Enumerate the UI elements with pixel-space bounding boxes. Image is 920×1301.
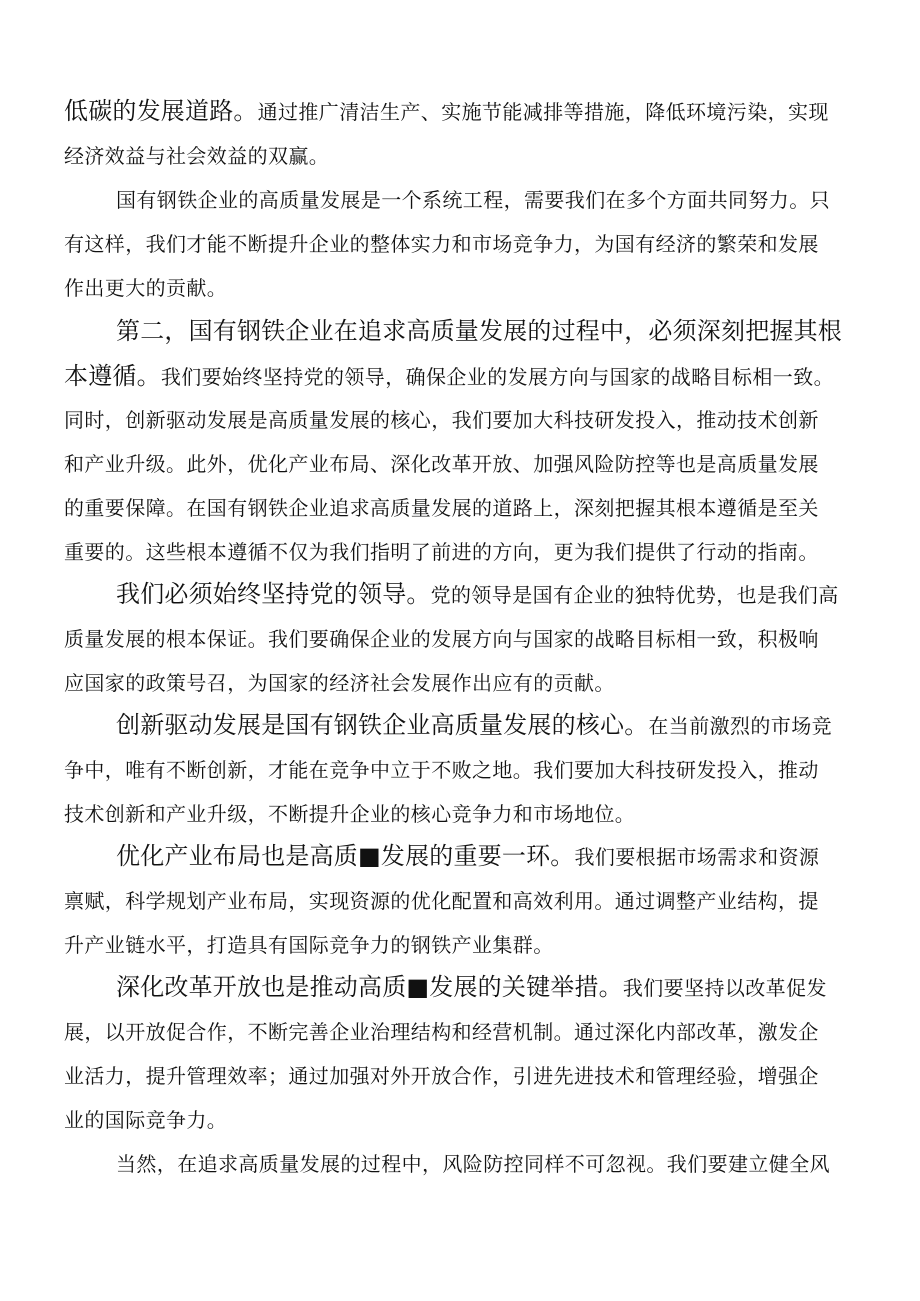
text-line xyxy=(64,449,920,479)
body-text: 应国家的政策号召，为国家的经济社会发展作出应有的贡献。 xyxy=(64,671,615,695)
body-text: 我们要根据市场需求和资源 xyxy=(574,845,820,869)
text-line xyxy=(64,1105,920,1135)
text-line xyxy=(116,710,920,740)
bold-heading: 本遵循。 xyxy=(64,362,161,390)
body-text: 我们要始终坚持党的领导，确保企业的发展方向与国家的战略目标相一致。 xyxy=(160,365,835,389)
text-line xyxy=(64,755,920,785)
text-line xyxy=(116,579,920,609)
text-line xyxy=(64,537,920,567)
text-line xyxy=(64,624,920,654)
body-text: 升产业链水平，打造具有国际竞争力的钢铁产业集群。 xyxy=(64,933,554,957)
text-line xyxy=(64,930,920,960)
text-line xyxy=(64,1061,920,1091)
text-line xyxy=(116,972,920,1002)
body-text: 经济效益与社会效益的双赢。 xyxy=(64,144,330,168)
body-text: 我们要坚持以改革促发 xyxy=(622,976,827,1000)
bold-heading: 低碳的发展道路。 xyxy=(64,97,258,125)
text-line xyxy=(116,185,920,215)
text-line xyxy=(64,273,920,303)
text-line xyxy=(64,493,920,523)
text-line xyxy=(116,1149,920,1179)
body-text: 质量发展的根本保证。我们要确保企业的发展方向与国家的战略目标相一致，积极响 xyxy=(64,627,819,651)
body-text: 业活力，提升管理效率；通过加强对外开放合作，引进先进技术和管理经验，增强企 xyxy=(64,1064,819,1088)
body-text: 争中，唯有不断创新，才能在竞争中立于不败之地。我们要加大科技研发投入，推动 xyxy=(64,758,819,782)
text-line xyxy=(64,141,920,171)
body-text: 当然，在追求高质量发展的过程中，风险防控同样不可忽视。我们要建立健全风 xyxy=(116,1152,830,1176)
body-text: 技术创新和产业升级，不断提升企业的核心竞争力和市场地位。 xyxy=(64,802,636,826)
text-line xyxy=(64,799,920,829)
body-text: 党的领导是国有企业的独特优势，也是我们高 xyxy=(430,583,839,607)
body-text: 业的国际竞争力。 xyxy=(64,1108,228,1132)
text-line xyxy=(64,96,920,126)
text-line xyxy=(64,1017,920,1047)
text-line xyxy=(64,886,920,916)
bold-heading: 深化改革开放也是推动高质■发展的关键举措。 xyxy=(116,973,623,1001)
body-text: 的重要保障。在国有钢铁企业追求高质量发展的道路上，深刻把握其根本遵循是至关 xyxy=(64,496,819,520)
body-text: 通过推广清洁生产、实施节能减排等措施，降低环境污染，实现 xyxy=(257,100,829,124)
bold-heading: 我们必须始终坚持党的领导。 xyxy=(116,580,431,608)
body-text: 重要的。这些根本遵循不仅为我们指明了前进的方向，更为我们提供了行动的指南。 xyxy=(64,540,819,564)
bold-heading: 第二，国有钢铁企业在追求高质量发展的过程中，必须深刻把握其根 xyxy=(116,317,842,345)
text-line xyxy=(64,405,920,435)
text-line xyxy=(116,316,920,346)
body-text: 作出更大的贡献。 xyxy=(64,276,228,300)
body-text: 展，以开放促合作，不断完善企业治理结构和经营机制。通过深化内部改革，激发企 xyxy=(64,1020,819,1044)
body-text: 和产业升级。此外，优化产业布局、深化改革开放、加强风险防控等也是高质量发展 xyxy=(64,452,819,476)
text-line xyxy=(64,361,920,391)
body-text: 同时，创新驱动发展是高质量发展的核心，我们要加大科技研发投入，推动技术创新 xyxy=(64,408,819,432)
text-line xyxy=(64,229,920,259)
body-text: 禀赋，科学规划产业布局，实现资源的优化配置和高效利用。通过调整产业结构，提 xyxy=(64,889,819,913)
bold-heading: 优化产业布局也是高质■发展的重要一环。 xyxy=(116,842,575,870)
bold-heading: 创新驱动发展是国有钢铁企业高质量发展的核心。 xyxy=(116,711,649,739)
body-text: 国有钢铁企业的高质量发展是一个系统工程，需要我们在多个方面共同努力。只 xyxy=(116,188,830,212)
text-line xyxy=(64,668,920,698)
body-text: 有这样，我们才能不断提升企业的整体实力和市场竞争力，为国有经济的繁荣和发展 xyxy=(64,232,819,256)
body-text: 在当前激烈的市场竞 xyxy=(648,714,833,738)
text-line xyxy=(116,841,920,871)
